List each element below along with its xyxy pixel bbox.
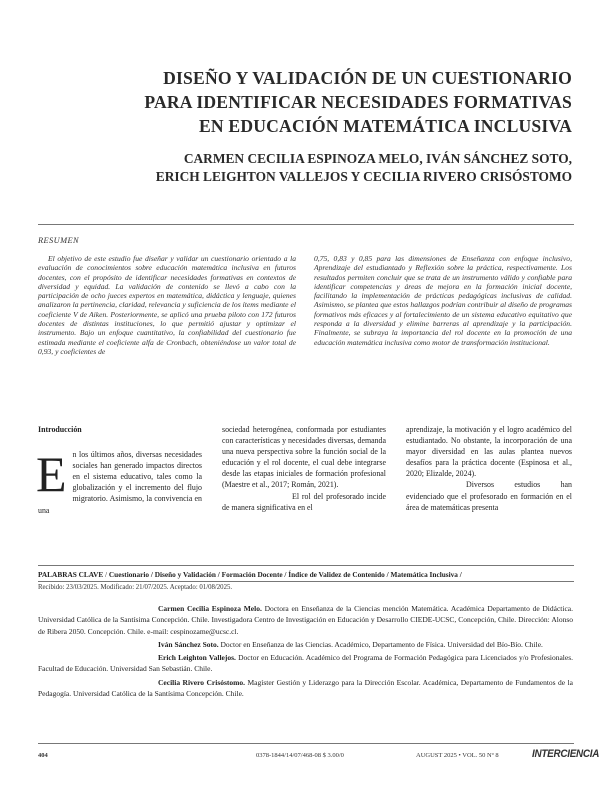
keywords-label: PALABRAS CLAVE bbox=[38, 570, 104, 579]
author-line: ERICH LEIGHTON VALLEJOS Y CECILIA RIVERO CRISÓSTOMO bbox=[155, 169, 572, 184]
page-number: 404 bbox=[38, 752, 48, 759]
body-text: n los últimos años, diversas necesidades sociales han generado impactos directos en el sistema educativo, tales como la globalización y el incremento del flujo migratorio. Asimismo, la convivencia en una bbox=[38, 450, 202, 515]
body-text: aprendizaje, la motivación y el logro académico del estudiantado. No obstante, la incorporación de una mayor diversidad en las aulas plantea nuevos desafíos para la práctica docente (Espinosa et al., 2020; Elizalde, 2024). bbox=[406, 425, 572, 479]
author-bios bbox=[38, 603, 573, 701]
body-column-1 bbox=[38, 424, 202, 516]
bio-text: Doctora en Enseñanza de la Ciencias mención Matemática. Académica Departamento de Didáctica. Universidad Católica de la Santísima Concepción. Chile. Investigadora Centro de Investigación en Educación y Desarrollo CIEDE-UCSC, Concepción, Chile. Dirección: Alonso de Ribera 2050. Concepción. Chile. e-mail: cespinozame@ucsc.cl. bbox=[38, 604, 573, 636]
author-bio bbox=[38, 677, 573, 700]
abstract-heading: RESUMEN bbox=[38, 236, 79, 245]
body-text: Diversos estudios han evidenciado que el profesorado en formación en el área de matemáticas presenta bbox=[406, 480, 572, 512]
submission-dates: Recibido: 23/03/2025. Modificado: 21/07/2025. Aceptado: 01/08/2025. bbox=[38, 584, 233, 591]
keywords-line: PALABRAS CLAVE / Cuestionario / Diseño y Validación / Formación Docente / Índice de Validez de Contenido / Matemática Inclusiva / bbox=[38, 570, 462, 579]
keywords-top-rule bbox=[38, 565, 574, 566]
abstract-right-column bbox=[314, 254, 572, 347]
drop-cap: E bbox=[36, 446, 67, 503]
author-line: CARMEN CECILIA ESPINOZA MELO, IVÁN SÁNCHEZ SOTO, bbox=[183, 151, 572, 166]
section-heading: Introducción bbox=[38, 425, 82, 434]
issn-code: 0378-1844/14/07/468-08 $ 3.00/0 bbox=[256, 752, 344, 759]
author-bio bbox=[38, 652, 573, 675]
journal-logo: INTERCIENCIA bbox=[532, 748, 600, 760]
author-bio bbox=[38, 639, 573, 650]
bio-name: Carmen Cecilia Espinoza Melo. bbox=[158, 604, 262, 613]
footer-divider bbox=[38, 743, 574, 744]
bio-text: Doctor en Educación. Académico del Programa de Formación Pedagógica para Licenciados y/o Profesionales. Facultad de Educación. Universidad San Sebastián. Chile. bbox=[38, 653, 573, 674]
bio-name: Iván Sánchez Soto. bbox=[158, 639, 219, 649]
bio-name: Cecilia Rivero Crisóstomo. bbox=[158, 677, 246, 687]
body-column-3 bbox=[406, 424, 572, 513]
author-bio bbox=[38, 603, 573, 637]
bio-text: Magíster Gestión y Liderazgo para la Dirección Escolar. Académica, Departamento de Fundamentos de la Pedagogía. Universidad Católica de la Santísima Concepción. Chile. bbox=[38, 677, 573, 699]
title-line: PARA IDENTIFICAR NECESIDADES FORMATIVAS bbox=[144, 92, 572, 112]
body-text: sociedad heterogénea, conformada por estudiantes con características y necesidades diversas, demanda una nueva perspectiva sobre la función social de la educación y el rol docente, el cual debe integrarse desde las etapas iniciales de formación profesional (Maestre et al., 2017; Román, 2021). bbox=[222, 425, 386, 490]
abstract-paragraph: 0,75, 0,83 y 0,85 para las dimensiones de Enseñanza con enfoque inclusivo, Aprendizaje del estudiantado y Reflexión sobre la práctica, respectivamente. Los resultados permiten concluir que se trata de un instrumento válido y confiable para identificar competencias y áreas de mejora en la formación inicial docente, facilitando la implementación de prácticas pedagógicas inclusivas de calidad. Asimismo, se plantea que estos hallazgos podrían contribuir al diseño de programas formativos más eficaces y al fortalecimiento de un sistema educativo equitativo que responda a la diversidad y elimine barreras al aprendizaje y la participación. Finalmente, se subraya la importancia del rol docente en la promoción de una educación matemática inclusiva como motor de transformación institucional. bbox=[314, 254, 572, 347]
article-title bbox=[40, 66, 572, 138]
keywords-bottom-rule bbox=[38, 581, 574, 582]
body-text: El rol del profesorado incide de manera significativa en el bbox=[222, 491, 386, 512]
keywords-list: Cuestionario / Diseño y Validación / Formación Docente / Índice de Validez de Contenido / Matemática Inclusiva / bbox=[108, 570, 462, 579]
abstract-paragraph: El objetivo de este estudio fue diseñar y validar un cuestionario orientado a la evaluación de conocimientos sobre educación matemática inclusiva en futuros docentes, con el propósito de identificar necesidades formativas en contextos de diversidad y equidad. La validación de contenido se llevó a cabo con la participación de ocho jueces expertos en matemática, didáctica y lenguaje, quienes analizaron la pertinencia, claridad, relevancia y suficiencia de los ítems mediante el coeficiente V de Aiken. Posteriormente, se aplicó una prueba piloto con 172 futuros docentes de distintas instituciones, lo que permitió ajustar y optimizar el instrumento. Bajo un enfoque cuantitativo, la confiabilidad del cuestionario fue estimada mediante el coeficiente alfa de Cronbach, obteniéndose un valor total de 0,93, y coeficientes de bbox=[38, 254, 296, 356]
title-line: EN EDUCACIÓN MATEMÁTICA INCLUSIVA bbox=[198, 116, 572, 136]
issue-info: AUGUST 2025 • VOL. 50 Nº 8 bbox=[416, 752, 499, 759]
bio-text: Doctor en Enseñanza de las Ciencias. Académico, Departamento de Física. Universidad del Bío-Bío. Chile. bbox=[220, 639, 543, 649]
title-line: DISEÑO Y VALIDACIÓN DE UN CUESTIONARIO bbox=[163, 68, 572, 88]
bio-name: Erich Leighton Vallejos. bbox=[158, 653, 236, 663]
header-divider bbox=[38, 224, 574, 225]
body-column-2 bbox=[222, 424, 386, 513]
abstract-left-column bbox=[38, 254, 296, 356]
author-list bbox=[40, 150, 572, 186]
